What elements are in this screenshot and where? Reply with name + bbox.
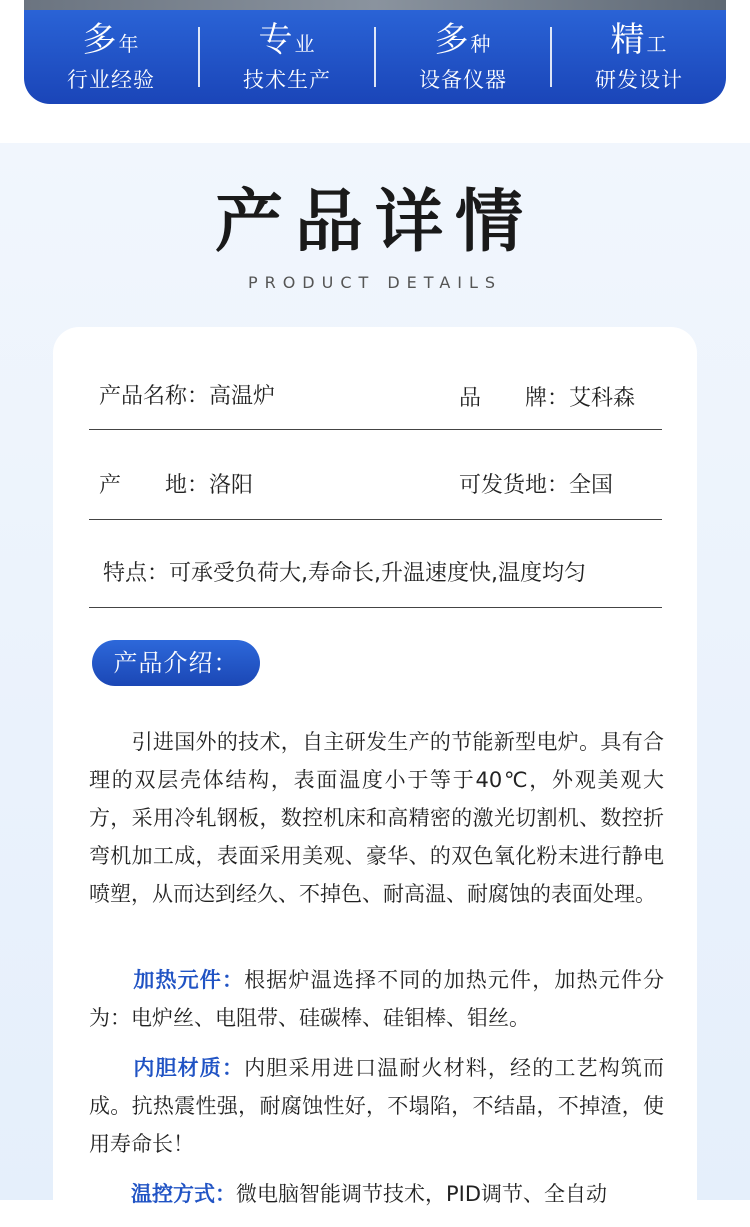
feature-big-char: 多 — [434, 20, 470, 60]
liner-material-paragraph — [89, 1049, 664, 1163]
feature-big-char: 专 — [258, 20, 294, 60]
heating-element-keyword: 加热元件： — [133, 968, 245, 992]
feature-small-char: 年 — [118, 32, 140, 56]
spec-label: 特点： — [103, 561, 170, 586]
feature-caption: 行业经验 — [67, 68, 155, 92]
section-subtitle: PRODUCT DETAILS — [247, 273, 503, 292]
spec-name — [99, 379, 275, 410]
feature-big-char: 精 — [610, 20, 646, 60]
temp-control-paragraph — [89, 1175, 664, 1213]
feature-professional — [200, 20, 374, 94]
feature-rnd — [552, 20, 726, 94]
spec-row-features — [89, 519, 662, 608]
product-details-section — [0, 143, 750, 1206]
spec-value: 洛阳 — [209, 473, 254, 498]
liner-material-keyword: 内胆材质： — [133, 1056, 245, 1080]
spec-row-name-brand — [89, 367, 662, 430]
feature-caption: 技术生产 — [243, 68, 331, 92]
intro-paragraph: 引进国外的技术，自主研发生产的节能新型电炉。具有合理的双层壳体结构，表面温度小于等于40℃，外观美观大方，采用冷轧钢板，数控机床和高精密的激光切割机、数控折弯机加工成，表面采用美观、豪华、的双色氧化粉末进行静电喷塑，从而达到经久、不掉色、耐高温、耐腐蚀的表面处理。 — [89, 730, 664, 906]
spec-value: 可承受负荷大,寿命长,升温速度快,温度均匀 — [169, 561, 586, 586]
temp-control-keyword: 温控方式： — [131, 1182, 236, 1206]
temp-control-text: 微电脑智能调节技术，PID调节、全自动 — [236, 1182, 608, 1206]
spec-label: 产品名称： — [99, 384, 210, 409]
product-intro-badge: 产品介绍： — [92, 640, 260, 686]
heating-element-paragraph — [89, 961, 664, 1037]
spec-brand — [459, 381, 635, 412]
feature-small-char: 工 — [646, 32, 668, 56]
spec-value: 全国 — [569, 473, 614, 498]
feature-small-char: 业 — [294, 32, 316, 56]
spec-value: 艾科森 — [569, 386, 636, 411]
spec-value: 高温炉 — [209, 384, 276, 409]
feature-caption: 研发设计 — [595, 68, 683, 92]
spec-features — [103, 556, 586, 587]
feature-small-char: 种 — [470, 32, 492, 56]
spec-origin — [99, 468, 253, 499]
feature-big-char: 多 — [82, 20, 118, 60]
feature-caption: 设备仪器 — [419, 68, 507, 92]
feature-experience — [24, 20, 198, 94]
liner-material-text: 内胆采用进口温耐火材料，经的工艺构筑而成。抗热震性强，耐腐蚀性好，不塌陷，不结晶，不掉渣，使用寿命长！ — [89, 1056, 665, 1156]
spec-row-origin-ship — [89, 429, 662, 520]
spec-label: 可发货地： — [459, 473, 570, 498]
feature-equipment — [376, 20, 550, 94]
spec-label: 品 牌： — [459, 386, 570, 411]
heating-element-text: 根据炉温选择不同的加热元件，加热元件分为：电炉丝、电阻带、硅碳棒、硅钼棒、钼丝。 — [89, 968, 665, 1030]
spec-label: 产 地： — [99, 473, 210, 498]
section-title: 产品详情 — [214, 183, 535, 262]
details-card — [53, 327, 697, 1227]
features-banner — [24, 10, 726, 104]
spec-ship — [459, 468, 613, 499]
